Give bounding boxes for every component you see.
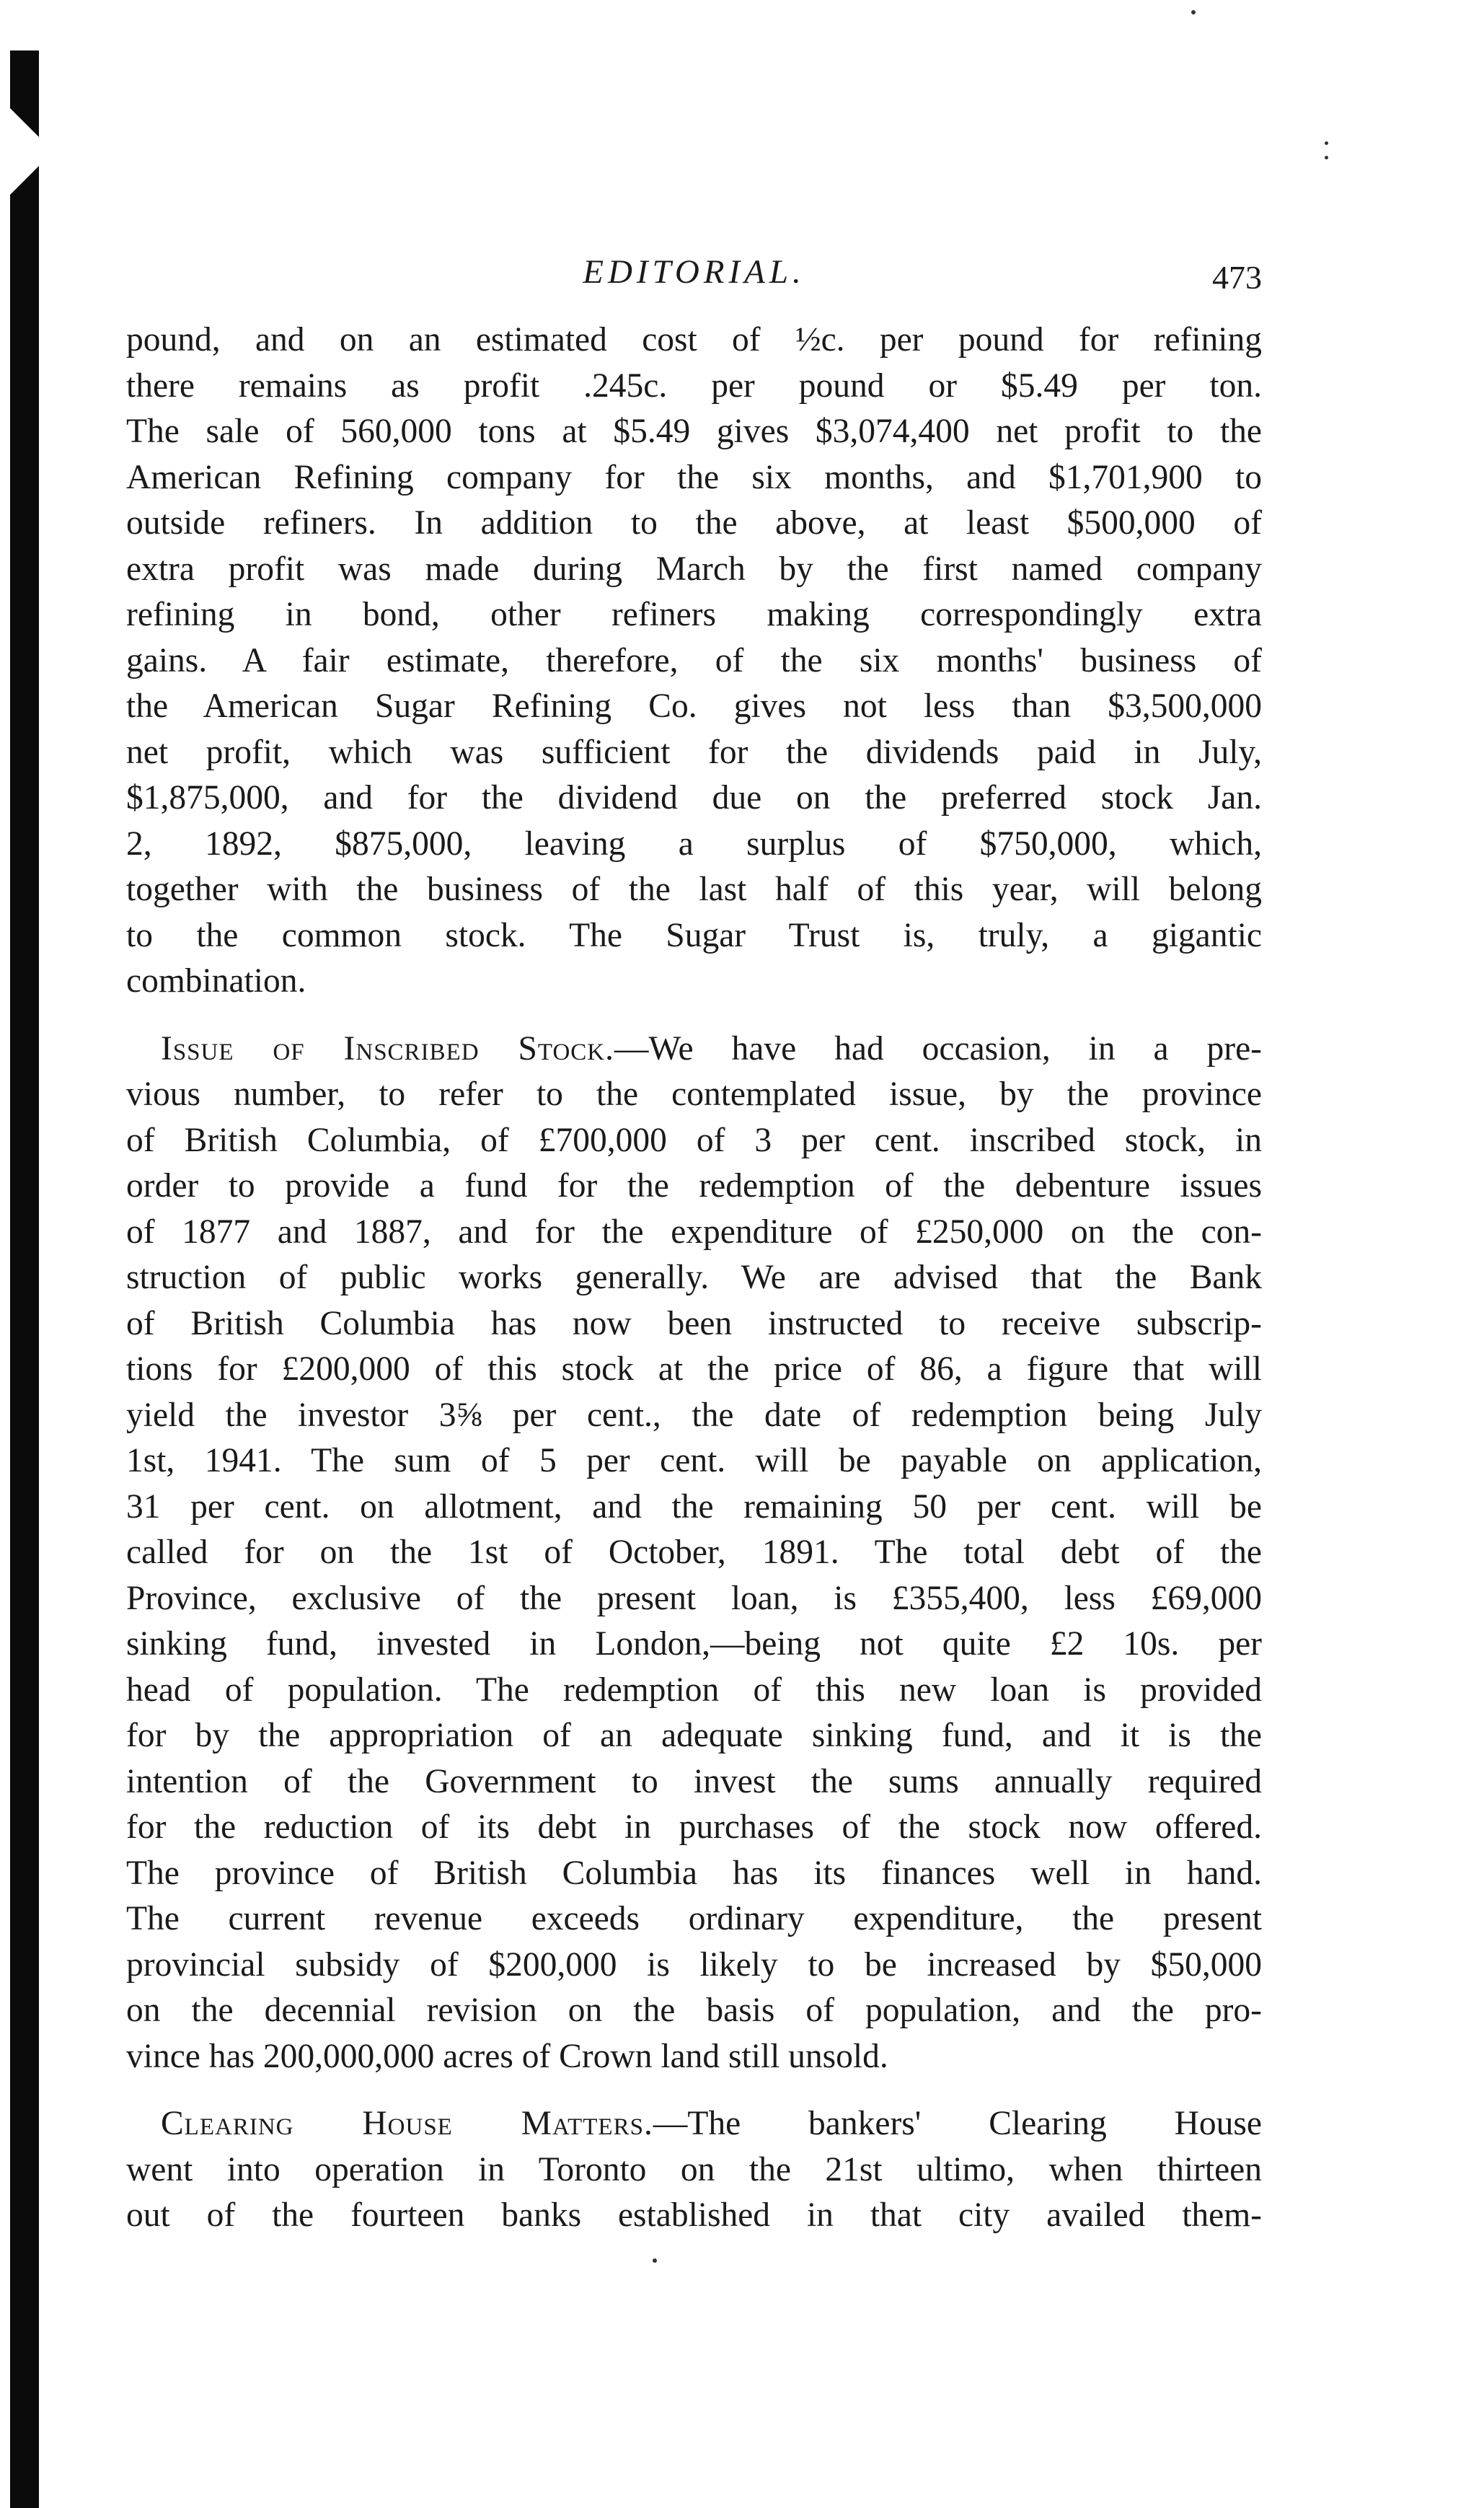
text-line: for by the appropriation of an adequate sinking fund, and it is the <box>126 1717 1262 1754</box>
text-line: tions for £200,000 of this stock at the price of 86, a figure that will <box>126 1350 1262 1388</box>
binding-notch <box>10 108 53 195</box>
page-number: 473 <box>1212 259 1262 296</box>
text-line: The sale of 560,000 tons at $5.49 gives $3,074,400 net profit to the <box>126 413 1262 450</box>
text-line: vince has 200,000,000 acres of Crown land still unsold. <box>126 2037 888 2075</box>
text-line: yield the investor 3⅝ per cent., the date of redemption being July <box>126 1396 1262 1434</box>
text-line: Province, exclusive of the present loan, is £355,400, less £69,000 <box>126 1579 1262 1617</box>
text-line: intention of the Government to invest the sums annually required <box>126 1762 1262 1800</box>
scan-speck <box>653 2258 657 2263</box>
text-line: refining in bond, other refiners making correspondingly extra <box>126 596 1262 633</box>
text-line: outside refiners. In addition to the above, at least $500,000 of <box>126 504 1262 542</box>
text-line <box>126 2101 1262 2147</box>
text-line: vious number, to refer to the contemplated issue, by the province <box>126 1075 1262 1113</box>
text-line: extra profit was made during March by the first named company <box>126 550 1262 588</box>
text-line: sinking fund, invested in London,—being not quite £2 10s. per <box>126 1625 1262 1663</box>
scan-speck <box>1325 141 1328 145</box>
text-line-rest: —We have had occasion, in a pre- <box>614 1029 1262 1068</box>
text-line: on the decennial revision on the basis of population, and the pro- <box>126 1992 1262 2029</box>
text-line: to the common stock. The Sugar Trust is, truly, a gigantic <box>126 916 1262 954</box>
text-line: of 1877 and 1887, and for the expenditure of £250,000 on the con- <box>126 1213 1262 1251</box>
text-line: The current revenue exceeds ordinary expenditure, the present <box>126 1900 1262 1937</box>
paragraph-clearing-house <box>126 2101 1262 2239</box>
text-line: combination. <box>126 962 306 1000</box>
text-line: net profit, which was sufficient for the dividends paid in July, <box>126 733 1262 771</box>
text-line: pound, and on an estimated cost of ½c. per pound for refining <box>126 321 1262 358</box>
page-header <box>126 245 1262 303</box>
text-line: 31 per cent. on allotment, and the remaining 50 per cent. will be <box>126 1487 1262 1526</box>
text-line: struction of public works generally. We are advised that the Bank <box>126 1259 1262 1296</box>
text-line: for the reduction of its debt in purchases of the stock now offered. <box>126 1808 1262 1846</box>
text-line: the American Sugar Refining Co. gives not less than $3,500,000 <box>126 687 1262 725</box>
paragraph-sugar-trust <box>126 317 1262 1005</box>
text-line: out of the fourteen banks established in that city availed them- <box>126 2196 1262 2234</box>
text-line: there remains as profit .245c. per pound or $5.49 per ton. <box>126 366 1262 405</box>
text-line: provincial subsidy of $200,000 is likely to be increased by $50,000 <box>126 1945 1262 1984</box>
text-line: order to provide a fund for the redemption of the debenture issues <box>126 1167 1262 1205</box>
text-line: 2, 1892, $875,000, leaving a surplus of $750,000, which, <box>126 824 1262 863</box>
section-heading: Clearing House Matters. <box>161 2105 653 2142</box>
text-line: called for on the 1st of October, 1891. The total debt of the <box>126 1534 1262 1571</box>
text-line: $1,875,000, and for the dividend due on the preferred stock Jan. <box>126 779 1262 817</box>
scan-speck <box>1325 156 1328 159</box>
text-line: gains. A fair estimate, therefore, of the six months' business of <box>126 641 1262 679</box>
paragraph-inscribed-stock <box>126 1026 1262 2080</box>
text-line: went into operation in Toronto on the 21st ultimo, when thirteen <box>126 2150 1262 2188</box>
section-heading: Issue of Inscribed Stock. <box>161 1029 615 1068</box>
scan-speck <box>1191 10 1196 14</box>
text-line: of British Columbia, of £700,000 of 3 per cent. inscribed stock, in <box>126 1121 1262 1159</box>
text-line: American Refining company for the six months, and $1,701,900 to <box>126 458 1262 496</box>
running-title: EDITORIAL. <box>583 253 805 291</box>
text-line-rest: —The bankers' Clearing House <box>653 2105 1262 2142</box>
binding-edge <box>10 50 39 2508</box>
text-line: together with the business of the last half of this year, will belong <box>126 871 1262 908</box>
text-line: of British Columbia has now been instructed to receive subscrip- <box>126 1304 1262 1342</box>
text-line: The province of British Columbia has its finances well in hand. <box>126 1854 1262 1892</box>
text-line <box>126 1026 1262 1073</box>
article-body <box>126 317 1262 2239</box>
text-line: head of population. The redemption of this new loan is provided <box>126 1671 1262 1709</box>
text-line: 1st, 1941. The sum of 5 per cent. will be payable on application, <box>126 1442 1262 1479</box>
